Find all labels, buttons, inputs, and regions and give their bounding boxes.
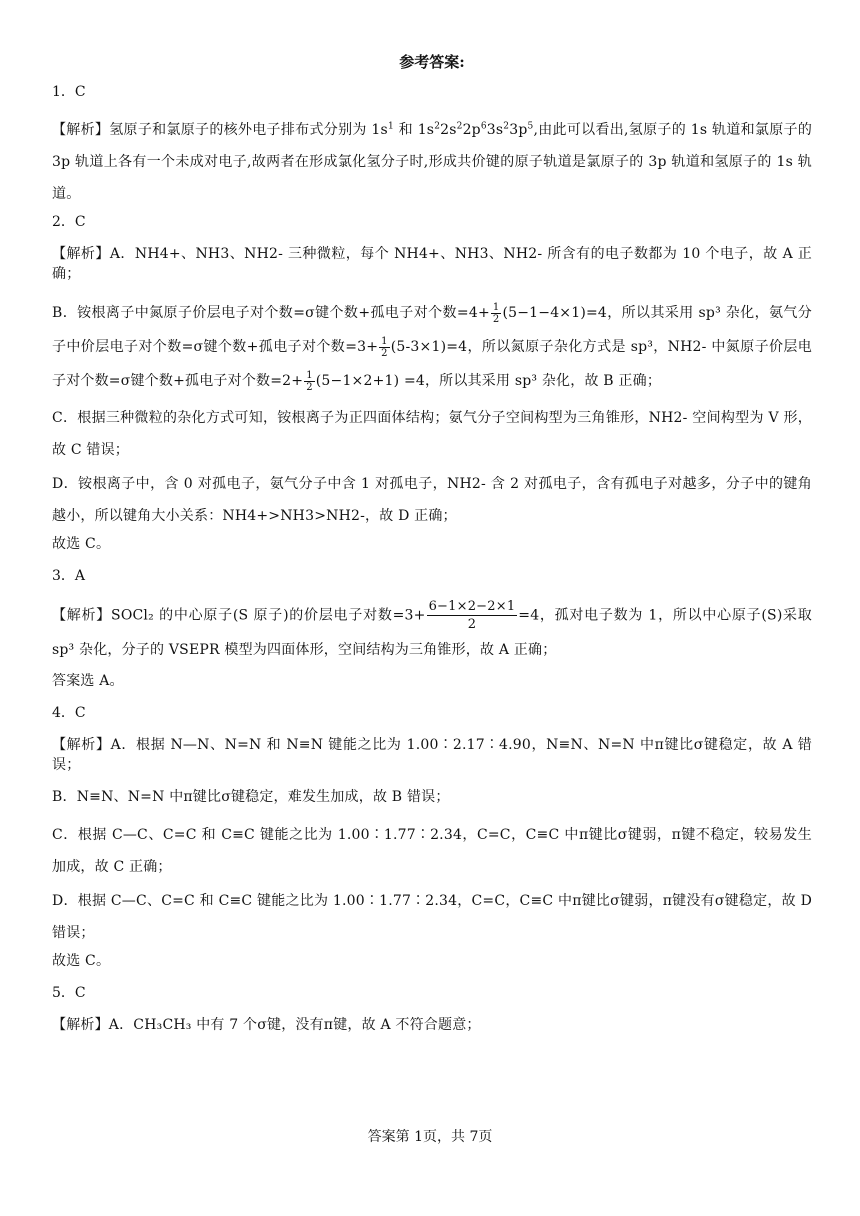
fraction-denominator: 2 xyxy=(381,347,388,359)
explanation-1-part-b: 和 1s xyxy=(398,122,435,138)
fraction-half-3 xyxy=(304,370,315,393)
fraction-vsepr xyxy=(427,598,518,633)
explanation-5-a: 【解析】A．CH₃CH₃ 中有 7 个σ键，没有π键，故 A 不符合题意； xyxy=(52,1017,481,1033)
explanation-3 xyxy=(52,598,812,667)
explanation-2-conclusion: 故选 C。 xyxy=(52,536,111,552)
page-title: 参考答案: xyxy=(399,53,465,71)
explanation-2-b xyxy=(52,296,812,398)
explanation-4-conclusion: 故选 C。 xyxy=(52,953,111,969)
answer-3: 3．A xyxy=(52,568,86,584)
explanation-2-c: C．根据三种微粒的杂化方式可知，铵根离子为正四面体结构；氨气分子空间构型为三角锥形，NH2- 空间构型为 V 形，故 C 错误； xyxy=(52,410,812,458)
explanation-2-a: 【解析】A．NH4+、NH3、NH2- 三种微粒，每个 NH4+、NH3、NH2- 所含有的电子数都为 10 个电子，故 A 正确； xyxy=(52,246,812,282)
explanation-4-c: C．根据 C—C、C=C 和 C≡C 键能之比为 1.00∶1.77∶2.34，C=C，C≡C 中π键比σ键弱，π键不稳定，较易发生加成，故 C 正确； xyxy=(52,827,812,875)
fraction-numerator: 6−1×2−2×1 xyxy=(428,599,516,614)
explanation-2-b-part-3: (5-3×1)=4，所以氮原子杂化方式是 sp³，NH2- 中氮原子价层电子对个数=σ键个数+孤电子对个数=2+ xyxy=(52,339,813,389)
explanation-1-part-a: 【解析】氢原子和氯原子的核外电子排布式分别为 1s xyxy=(52,122,388,138)
explanation-3-conclusion: 答案选 A。 xyxy=(52,673,124,689)
fraction-denominator: 2 xyxy=(492,313,500,325)
explanation-2-b-part-2: (5−1−4×1)=4，所以其采用 sp³ 杂化，氨气分子中价层电子对个数=σ键个数+孤电子对个数=3+ xyxy=(52,305,812,355)
answer-page xyxy=(52,52,812,1047)
fraction-half-2 xyxy=(379,336,390,359)
fraction-half-1 xyxy=(491,302,502,325)
explanation-4-a: 【解析】A．根据 N—N、N=N 和 N≡N 键能之比为 1.00∶2.17∶4.90，N≡N、N=N 中π键比σ键稳定，故 A 错误； xyxy=(52,737,812,773)
fraction-numerator: 1 xyxy=(381,335,388,347)
answer-4: 4．C xyxy=(52,705,86,721)
explanation-4-d: D．根据 C—C、C=C 和 C≡C 键能之比为 1.00∶1.77∶2.34，C=C，C≡C 中π键比σ键弱，π键没有σ键稳定，故 D 错误； xyxy=(52,893,812,941)
answer-2: 2．C xyxy=(52,214,86,230)
explanation-3-part-2: =4，孤对电子数为 1，所以中心原子(S)采取 sp³ 杂化，分子的 VSEPR 模型为四面体形，空间结构为三角锥形，故 A 正确； xyxy=(52,607,812,658)
fraction-numerator: 1 xyxy=(306,369,313,381)
answer-1: 1．C xyxy=(52,84,86,100)
answer-5: 5．C xyxy=(52,985,86,1001)
fraction-denominator: 2 xyxy=(306,381,313,393)
explanation-2-b-part-4: (5−1×2+1) =4，所以其采用 sp³ 杂化，故 B 正确； xyxy=(315,373,662,389)
explanation-3-part-1: 【解析】SOCl₂ 的中心原子(S 原子)的价层电子对数=3+ xyxy=(52,607,426,624)
explanation-1-part-c: 由此可以看出,氢原子的 1s 轨道和氯原子的 3p 轨道上各有一个未成对电子,故两者在形成氯化氢分子时,形成共价键的原子轨道是氯原子的 3p 轨道和氢原子的 1s 轨道。 xyxy=(52,122,813,202)
explanation-4-b: B．N≡N、N=N 中π键比σ键稳定，难发生加成，故 B 错误； xyxy=(52,789,450,805)
explanation-2-d: D．铵根离子中，含 0 对孤电子，氨气分子中含 1 对孤电子，NH2- 含 2 对孤电子，含有孤电子对越多，分子中的键角越小，所以键角大小关系：NH4+>NH3>NH2-，故 D 正确； xyxy=(52,476,812,524)
fraction-numerator: 1 xyxy=(492,301,500,313)
page-footer: 答案第 1页，共 7页 xyxy=(367,1129,493,1145)
explanation-1: 【解析】氢原子和氯原子的核外电子排布式分别为 $1s^1$ 和 $1s^22s^22p^63s^23p^5$,由此可以看出,氢原子的 1s 轨道和氯原子的 3p 轨道上各有一个未成对电子,故两者在形成氯化氢分子时,形成共价键的原子轨道是氯原子的 3p 轨道和氢原子的 1s 轨道。 xyxy=(52,121,813,202)
explanation-2-b-part-1: B．铵根离子中氮原子价层电子对个数=σ键个数+孤电子对个数=4+ xyxy=(52,305,490,321)
fraction-denominator: 2 xyxy=(467,617,477,632)
